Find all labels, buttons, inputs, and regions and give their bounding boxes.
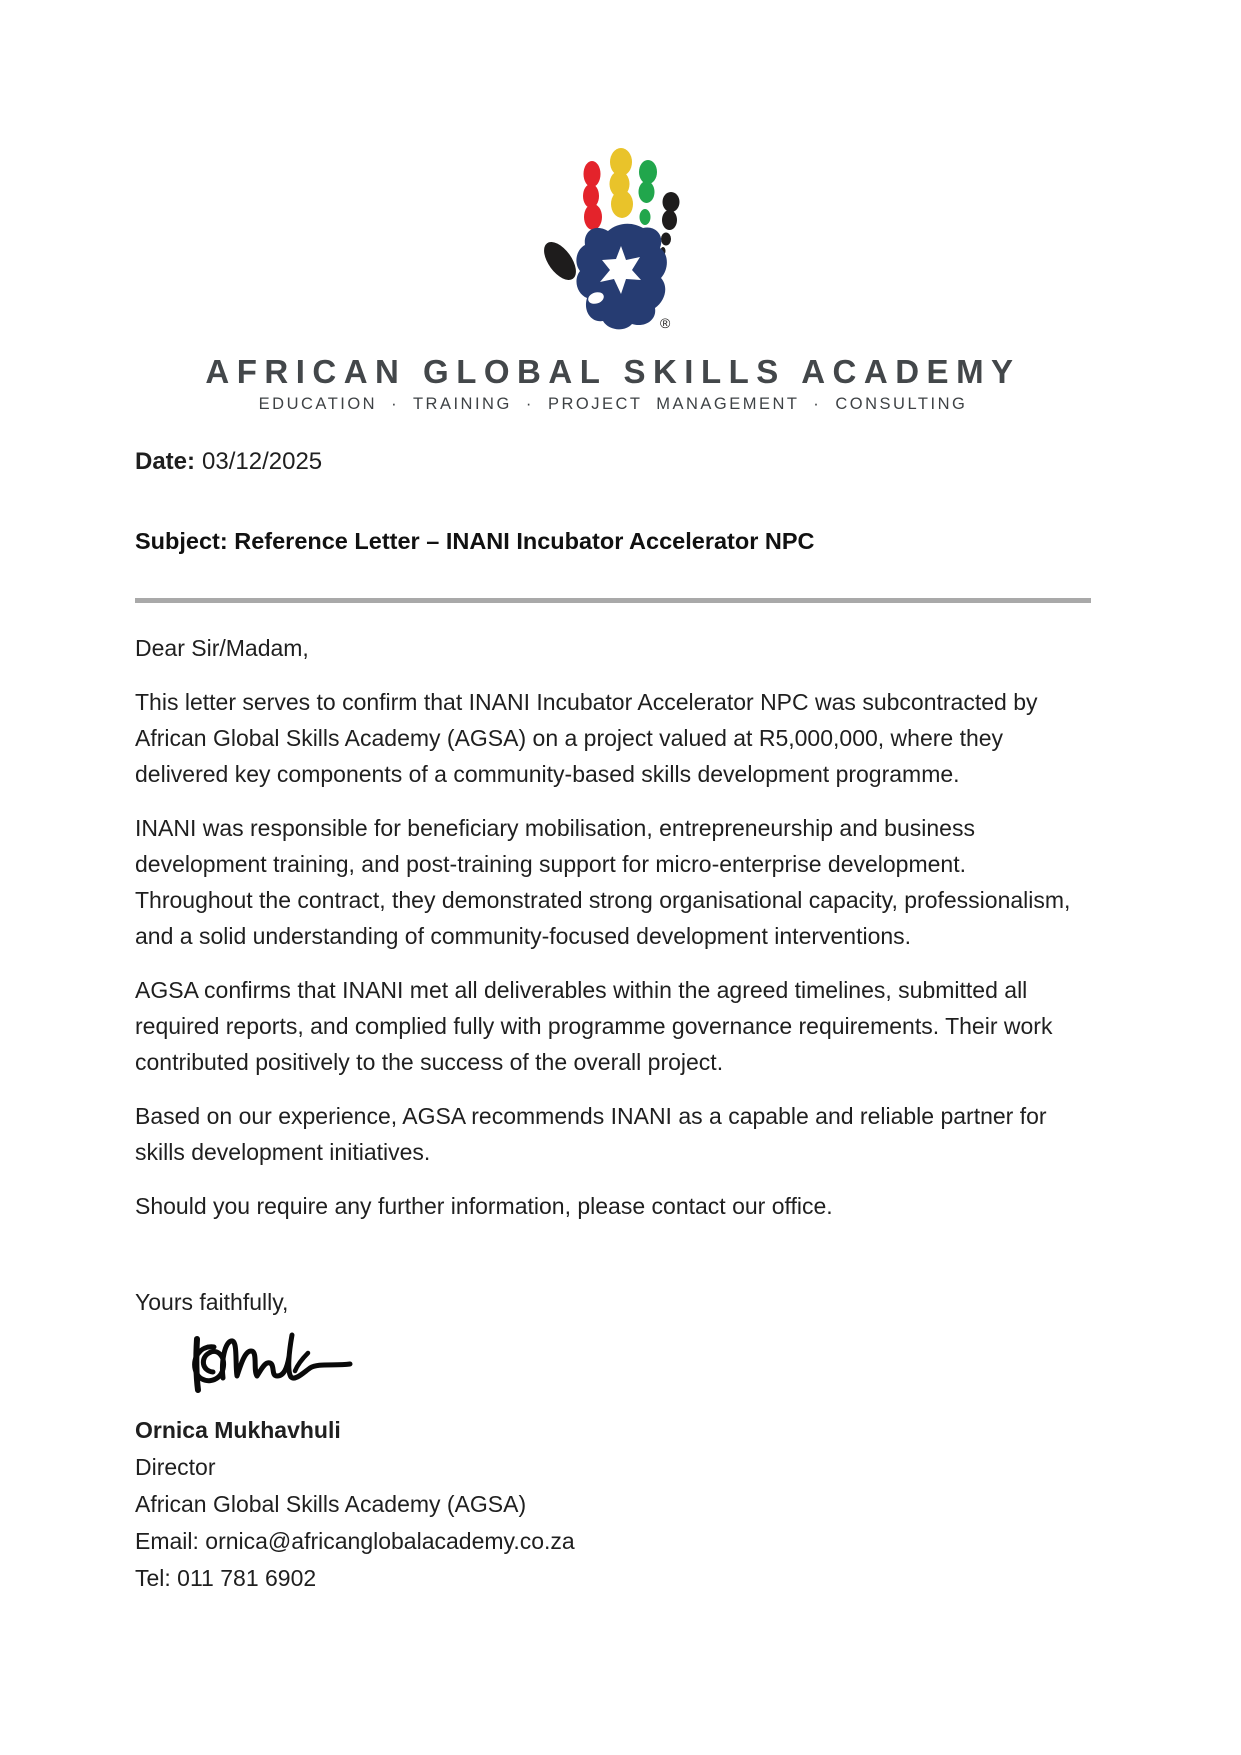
closing-phrase: Yours faithfully, <box>135 1288 289 1315</box>
logo-palm <box>576 224 666 330</box>
letter-content <box>135 0 1091 1597</box>
body-paragraph: AGSA confirms that INANI met all deliverables within the agreed timelines, submitted all required reports, and complied fully with programme governance requirements. Their work contributed positively to the success of the overall project. <box>135 976 1053 1075</box>
org-tagline: EDUCATION · TRAINING · PROJECT MANAGEMENT · CONSULTING <box>258 395 968 413</box>
letterhead <box>135 0 1091 414</box>
date-label: Date: <box>135 448 196 475</box>
signatory-telephone: Tel: 011 781 6902 <box>135 1564 317 1591</box>
signature-image <box>187 1326 359 1400</box>
signatory-title: Director <box>135 1453 216 1480</box>
horizontal-divider <box>135 598 1091 603</box>
subject-line: Subject: Reference Letter – INANI Incubator Accelerator NPC <box>135 528 815 554</box>
salutation: Dear Sir/Madam, <box>135 634 309 661</box>
body-paragraph: Should you require any further information, please contact our office. <box>135 1192 833 1219</box>
body-paragraph: Based on our experience, AGSA recommends INANI as a capable and reliable partner for skills development initiatives. <box>135 1102 1047 1165</box>
date-row <box>135 448 1091 476</box>
signatory-name: Ornica Mukhavhuli <box>135 1416 341 1443</box>
date-value: 03/12/2025 <box>202 448 323 475</box>
body-paragraph: INANI was responsible for beneficiary mobilisation, entrepreneurship and business development training, and post-training support for micro-enterprise development. Throughout the contract, they demonstrated strong organisational capacity, professionalism, and a solid understanding of community-focused development interventions. <box>135 814 1071 949</box>
signatory-organization: African Global Skills Academy (AGSA) <box>135 1490 527 1517</box>
body-paragraph: This letter serves to confirm that INANI Incubator Accelerator NPC was subcontracted by African Global Skills Academy (AGSA) on a project valued at R5,000,000, where they delivered key components of a community-based skills development programme. <box>135 688 1038 787</box>
logo-finger-red <box>583 161 602 230</box>
logo-finger-green <box>639 160 658 225</box>
logo-finger-yellow <box>610 148 634 218</box>
signatory-email: Email: ornica@africanglobalacademy.co.za <box>135 1527 575 1554</box>
agsa-handprint-logo-icon <box>533 128 693 338</box>
org-name: AFRICAN GLOBAL SKILLS ACADEMY <box>205 353 1021 390</box>
signatory-block <box>135 1412 1091 1597</box>
registered-mark: ® <box>660 315 671 331</box>
logo-thumb <box>538 236 582 285</box>
logo-finger-pinky <box>661 192 680 255</box>
